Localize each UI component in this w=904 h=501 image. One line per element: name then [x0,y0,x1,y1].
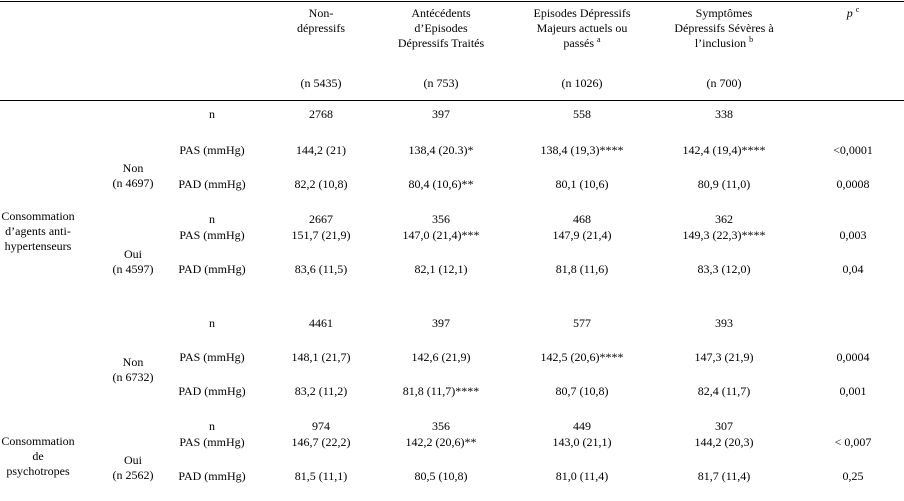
value-cell: 82,1 (12,1) [414,262,468,276]
header-bottom-rule [0,100,904,101]
header-line: Antécédents [411,6,471,20]
col-header-non-depressifs [297,6,345,36]
value-cell: 148,1 (21,7) [291,350,351,364]
header-line: dépressifs [297,21,345,35]
value-cell: 147,9 (21,4) [552,228,612,242]
header-line: Dépressifs Traités [397,36,485,50]
p-value-cell: <0,0001 [833,143,873,157]
col-header-symptomes-severes [674,6,773,51]
measure-label: PAD (mmHg) [178,262,246,276]
value-cell: 83,6 (11,5) [294,262,348,276]
p-value-cell: 0,003 [839,228,867,242]
value-cell: 151,7 (21,9) [291,228,351,242]
header-line: Dépressifs Sévères à [674,21,774,35]
value-cell: 83,3 (12,0) [697,262,751,276]
measure-label: n [209,107,215,121]
section-label-line: psychotropes [6,464,70,478]
value-cell: 81,0 (11,4) [555,469,609,483]
value-cell: 356 [432,212,450,226]
value-cell: 81,8 (11,6) [555,262,609,276]
group-label-line: Oui [124,453,142,467]
group-label-line: Non [122,161,144,175]
group-label-oui [113,247,154,277]
p-value-cell: 0,04 [842,262,864,276]
group-label-line: Oui [124,247,142,261]
measure-label: PAS (mmHg) [179,435,245,449]
header-line-text: passés [563,36,595,50]
value-cell: 149,3 (22,3)**** [682,228,766,242]
value-cell: 338 [715,107,733,121]
value-cell: 4461 [309,316,333,330]
value-cell: 147,3 (21,9) [694,350,754,364]
section-label-antihypertenseurs [1,209,74,254]
measure-label: PAD (mmHg) [178,384,246,398]
value-cell: 80,9 (11,0) [697,177,751,191]
header-line-text: l’inclusion [694,36,747,50]
value-cell: 81,7 (11,4) [697,469,751,483]
value-cell: 2667 [309,212,333,226]
footnote-marker: b [749,35,754,44]
value-cell: 146,7 (22,2) [291,435,351,449]
group-label-line: (n 4697) [112,176,154,190]
measure-label: PAS (mmHg) [179,228,245,242]
value-cell: 393 [715,316,733,330]
top-rule [0,1,904,2]
group-label-line: (n 4597) [112,262,154,276]
col-header-episodes-majeurs [534,6,631,51]
measure-label: PAS (mmHg) [179,143,245,157]
value-cell: 138,4 (19,3)**** [540,143,624,157]
p-label: p [846,6,853,20]
value-cell: 147,0 (21,4)*** [402,228,480,242]
col-n-non-depressifs: (n 5435) [300,76,342,90]
header-line [534,36,631,51]
value-cell: 83,2 (11,2) [294,384,348,398]
value-cell: 142,5 (20,6)**** [540,350,624,364]
value-cell: 138,4 (20.3)* [408,143,474,157]
value-cell: 82,4 (11,7) [697,384,751,398]
header-line: d’Episodes [414,21,468,35]
section-label-line: de [32,449,44,463]
measure-label: n [209,212,215,226]
value-cell: 356 [432,419,450,433]
section-label-line: Consommation [1,434,75,448]
col-n-symptomes-severes: (n 700) [706,76,742,90]
footnote-marker: a [597,35,601,44]
group-label-non [113,161,154,191]
value-cell: 82,2 (10,8) [294,177,348,191]
header-line: Episodes Dépressifs [533,6,631,20]
p-value-cell: 0,25 [842,469,864,483]
value-cell: 142,2 (20,6)** [405,435,477,449]
value-cell: 143,0 (21,1) [552,435,612,449]
value-cell: 144,2 (20,3) [694,435,754,449]
value-cell: 307 [715,419,733,433]
measure-label: PAD (mmHg) [178,177,246,191]
group-label-non [113,355,154,385]
group-label-line: (n 6732) [112,370,154,384]
p-value-cell: 0,001 [839,384,867,398]
section-label-line: Consommation [1,209,75,223]
value-cell: 449 [573,419,591,433]
value-cell: 2768 [309,107,333,121]
value-cell: 558 [573,107,591,121]
value-cell: 468 [573,212,591,226]
value-cell: 397 [432,316,450,330]
col-header-p-value [847,6,860,21]
group-label-oui [113,453,154,483]
value-cell: 577 [573,316,591,330]
value-cell: 80,7 (10,8) [555,384,609,398]
value-cell: 80,5 (10,8) [414,469,468,483]
value-cell: 80,4 (10,6)** [408,177,474,191]
header-line: Symptômes [695,6,753,20]
value-cell: 142,4 (19,4)**** [682,143,766,157]
value-cell: 81,8 (11,7)**** [402,384,480,398]
section-label-line: d’agents anti- [5,224,71,238]
section-label-psychotropes [1,434,74,479]
measure-label: PAD (mmHg) [178,469,246,483]
value-cell: 144,2 (21) [296,143,346,157]
section-label-line: hypertenseurs [4,239,72,253]
header-line: Majeurs actuels ou [536,21,628,35]
value-cell: 974 [312,419,330,433]
p-value-cell: 0,0004 [836,350,870,364]
footnote-marker: c [855,5,860,14]
value-cell: 397 [432,107,450,121]
measure-label: n [209,419,215,433]
header-line: Non- [308,6,334,20]
value-cell: 142,6 (21,9) [411,350,471,364]
col-n-antecedents: (n 753) [423,76,459,90]
col-header-antecedents [398,6,484,51]
col-n-episodes-majeurs: (n 1026) [561,76,603,90]
header-line [674,36,773,51]
value-cell: 81,5 (11,1) [294,469,348,483]
value-cell: 80,1 (10,6) [555,177,609,191]
value-cell: 362 [715,212,733,226]
group-label-line: (n 2562) [112,468,154,482]
p-value-cell: < 0,007 [834,435,872,449]
group-label-line: Non [122,355,144,369]
p-value-cell: 0,0008 [836,177,870,191]
measure-label: PAS (mmHg) [179,350,245,364]
measure-label: n [209,316,215,330]
